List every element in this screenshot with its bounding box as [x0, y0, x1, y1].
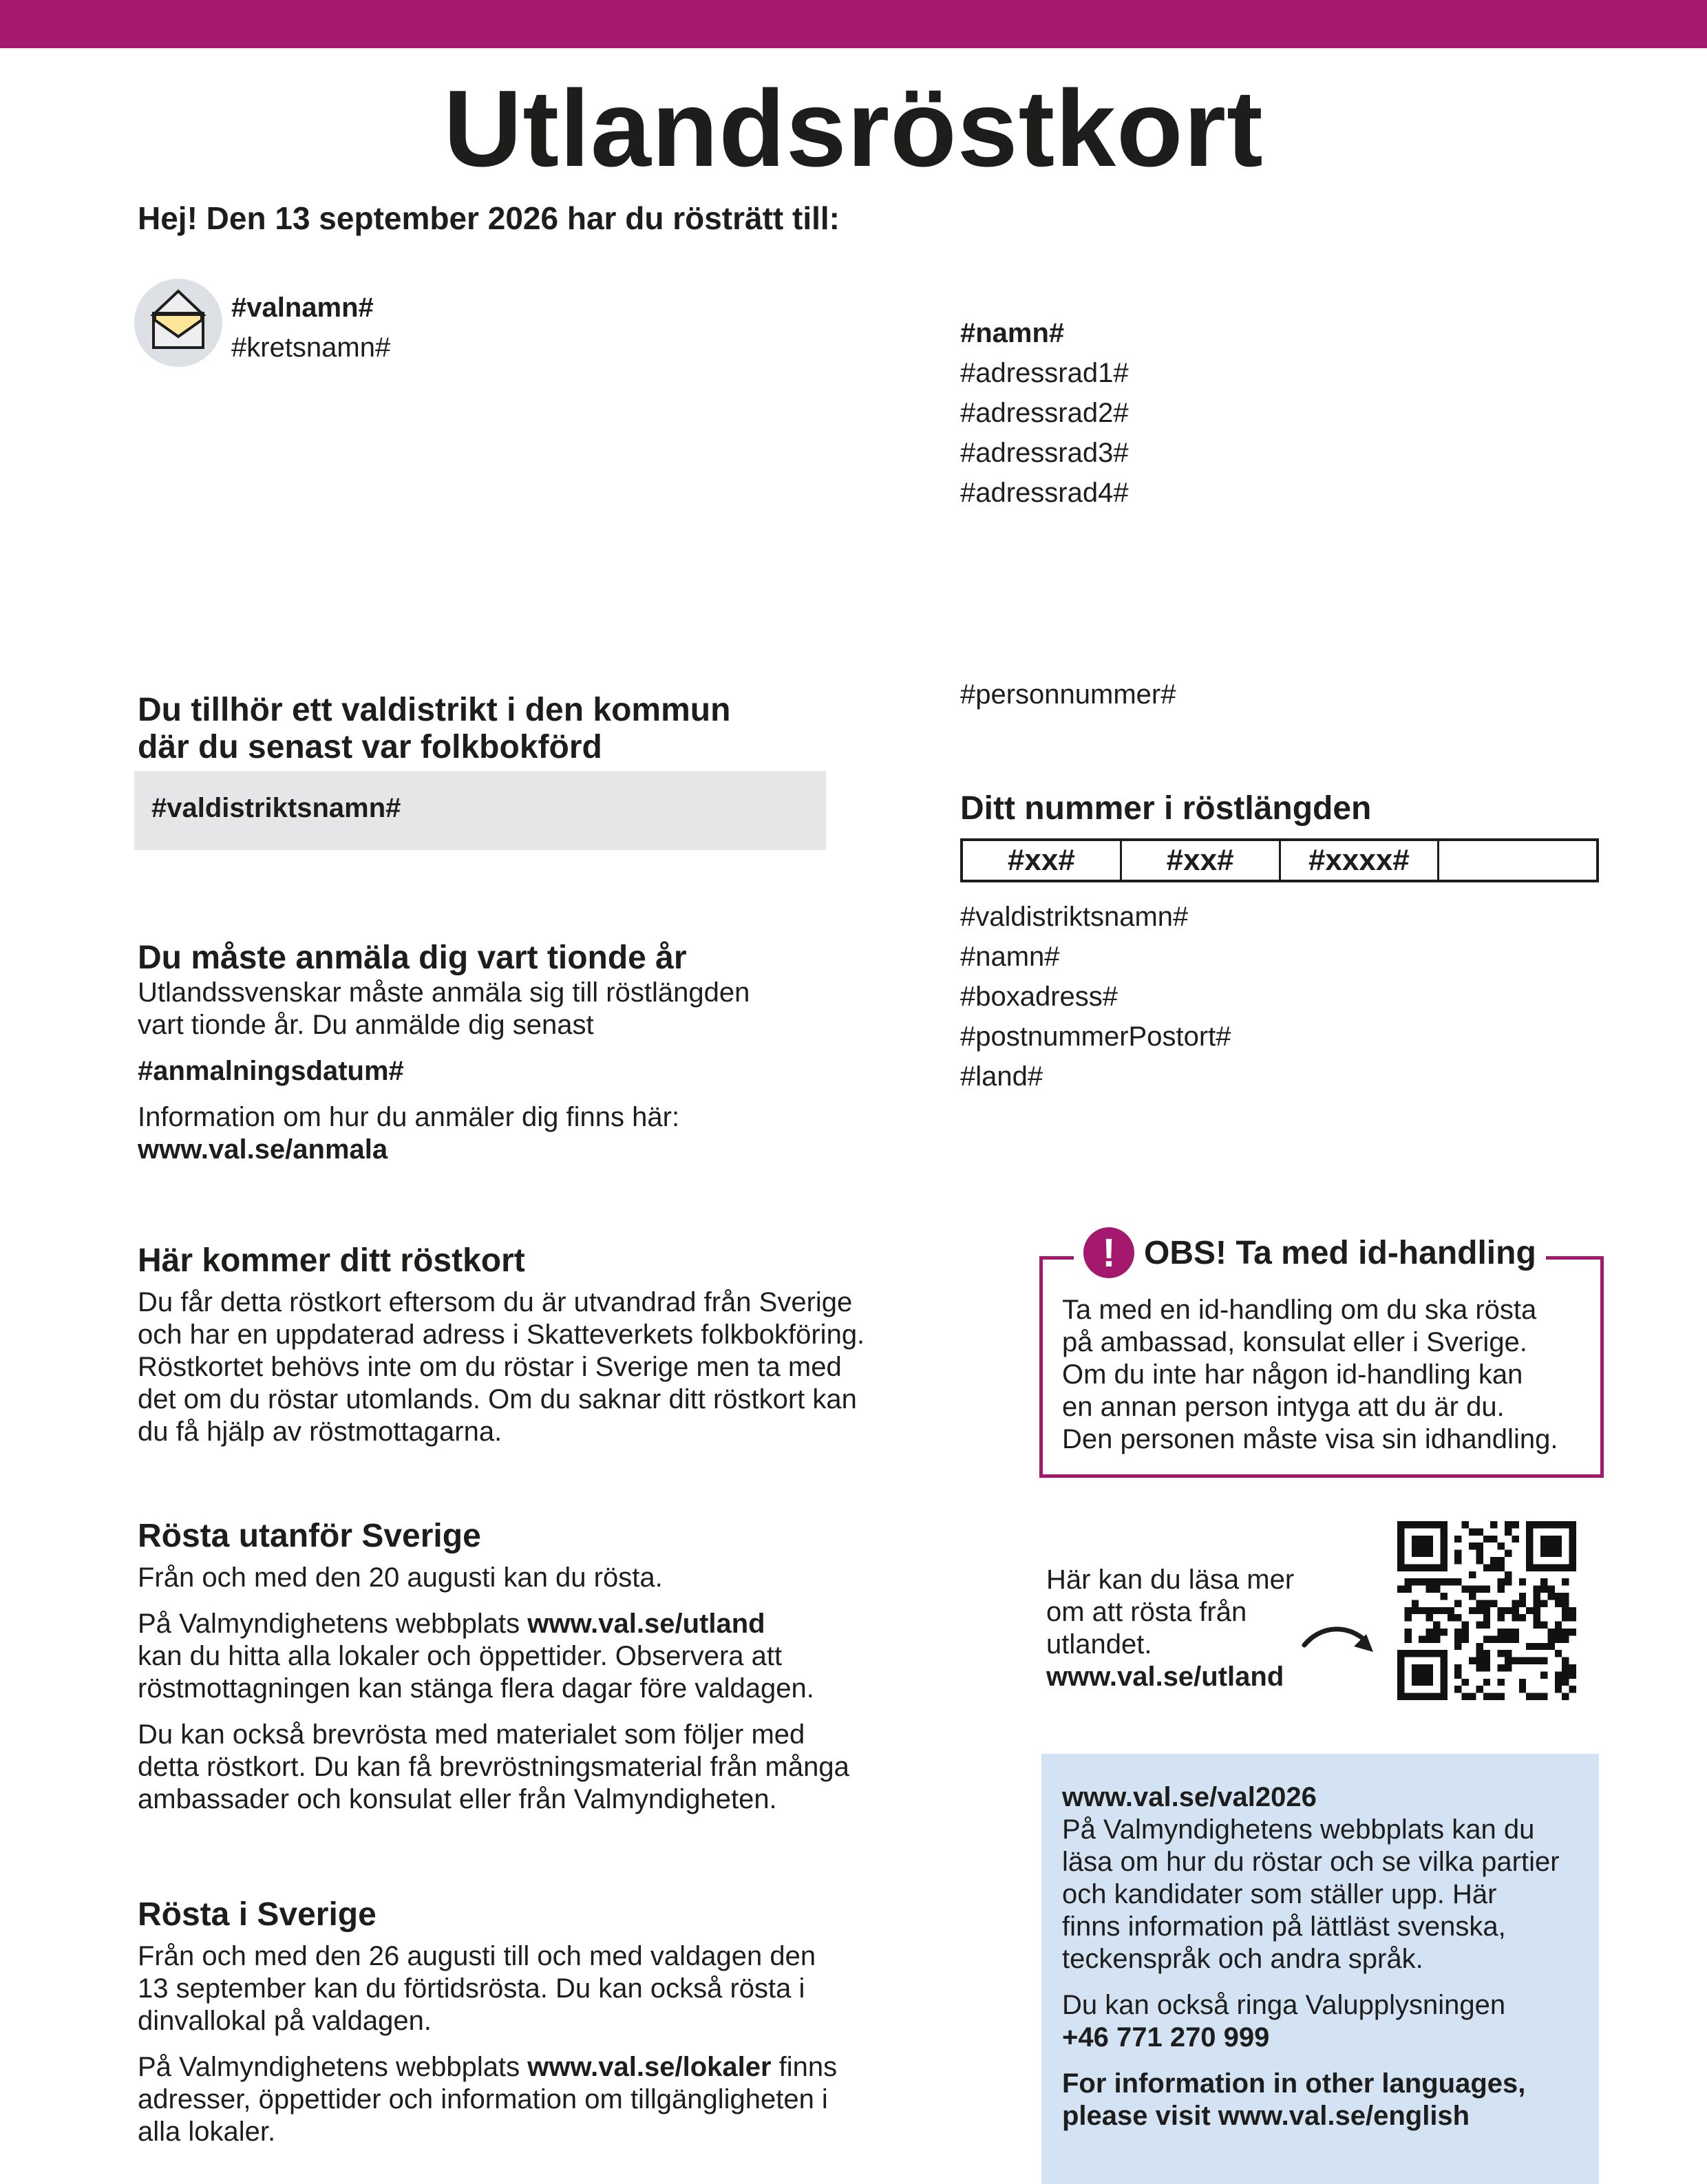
district-name: #valdistriktsnamn# [151, 793, 401, 823]
recipient-name: #namn# [960, 318, 1065, 348]
return-address-line: #postnummerPostort# [960, 1021, 1231, 1052]
text: På Valmyndighetens webbplats [138, 2052, 528, 2082]
return-address-line: #valdistriktsnamn# [960, 902, 1189, 932]
return-address-line: #land# [960, 1061, 1043, 1092]
page-title: Utlandsröstkort [443, 68, 1264, 189]
english-info: For information in other languages, [1062, 2068, 1526, 2099]
vote-sweden-text: Från och med den 26 augusti till och med valdagen den [138, 1941, 816, 1971]
register-heading: Du måste anmäla dig vart tionde år [138, 940, 687, 976]
voting-card-text: du få hjälp av röstmottagarna. [138, 1417, 502, 1447]
registration-date: #anmalningsdatum# [138, 1056, 404, 1086]
register-text: Utlandssvenskar måste anmäla sig till röstlängden [138, 977, 750, 1008]
district-heading [138, 692, 860, 766]
utland-link[interactable]: www.val.se/utland [527, 1609, 765, 1639]
obs-line: på ambassad, konsulat eller i Sverige. [1062, 1327, 1527, 1357]
return-address-line: #namn# [960, 942, 1060, 972]
voting-card-text: det om du röstar utomlands. Om du saknar ditt röstkort kan [138, 1384, 857, 1414]
district-heading-line: där du senast var folkbokförd [138, 729, 602, 765]
register-text: vart tionde år. Du anmälde dig senast [138, 1010, 594, 1040]
voting-card-text: och har en uppdaterad adress i Skatteverkets folkbokföring. [138, 1319, 865, 1350]
info-box [1041, 1754, 1599, 2184]
recipient-address [960, 313, 1129, 513]
greeting: Hej! Den 13 september 2026 har du rösträtt till: [138, 200, 840, 236]
info-text: och kandidater som ställer upp. Här [1062, 1879, 1497, 1909]
voting-card-text: Röstkortet behövs inte om du röstar i Sverige men ta med [138, 1352, 842, 1382]
election-info [231, 288, 390, 368]
text: finns [771, 2052, 838, 2082]
voting-card-text: Du får detta röstkort eftersom du är utvandrad från Sverige [138, 1287, 853, 1317]
qr-caption-line: Här kan du läsa mer [1046, 1565, 1295, 1595]
vote-abroad-text: ambassader och konsulat eller från Valmyndigheten. [138, 1784, 777, 1814]
roll-number-cell: #xx# [1122, 841, 1281, 880]
register-section [138, 940, 895, 1166]
info-text: läsa om hur du röstar och se vilka partier [1062, 1847, 1560, 1877]
election-name: #valnamn# [231, 293, 374, 323]
curved-arrow-icon [1201, 1604, 1387, 1666]
vote-abroad-text: kan du hitta alla lokaler och öppettider. Observera att [138, 1641, 783, 1671]
brand-bar [0, 0, 1707, 48]
obs-line: Om du inte har någon id-handling kan [1062, 1359, 1523, 1390]
vote-sweden-text: alla lokaler. [138, 2117, 276, 2147]
address-line: #adressrad3# [960, 438, 1129, 468]
voting-card-heading: Här kommer ditt röstkort [138, 1242, 525, 1279]
vote-abroad-heading: Rösta utanför Sverige [138, 1518, 481, 1554]
vote-abroad-text: Du kan också brevrösta med materialet som följer med [138, 1719, 805, 1750]
address-line: #adressrad2# [960, 398, 1129, 428]
district-heading-line: Du tillhör ett valdistrikt i den kommun [138, 692, 731, 728]
phone-text: Du kan också ringa Valupplysningen [1062, 1990, 1506, 2020]
obs-line: en annan person intyga att du är du. [1062, 1392, 1505, 1422]
vote-abroad-text: röstmottagningen kan stänga flera dagar före valdagen. [138, 1673, 814, 1704]
vote-abroad-text: detta röstkort. Du kan få brevröstningsmaterial från många [138, 1752, 849, 1782]
info-text: På Valmyndighetens webbplats kan du [1062, 1814, 1535, 1845]
qr-link[interactable]: www.val.se/utland [1046, 1662, 1284, 1692]
exclamation-icon: ! [1083, 1227, 1134, 1278]
vote-sweden-p2 [138, 2051, 929, 2084]
lokaler-link[interactable]: www.val.se/lokaler [527, 2052, 772, 2082]
personal-number: #personnummer# [960, 679, 1176, 710]
qr-caption-line: om att rösta från [1046, 1597, 1247, 1627]
roll-number-table [960, 838, 1599, 882]
phone-number[interactable]: +46 771 270 999 [1062, 2022, 1270, 2053]
qr-code-icon[interactable] [1397, 1521, 1576, 1700]
roll-number-cell [1439, 841, 1596, 880]
obs-line: Ta med en id-handling om du ska rösta [1062, 1295, 1537, 1325]
register-info-text: Information om hur du anmäler dig finns här: [138, 1102, 680, 1132]
address-line: #adressrad1# [960, 358, 1129, 388]
district-circle-name: #kretsnamn# [231, 332, 391, 363]
vote-sweden-text: dinvallokal på valdagen. [138, 2006, 432, 2036]
vote-abroad-p1: Från och med den 20 augusti kan du rösta. [138, 1562, 663, 1593]
register-link[interactable]: www.val.se/anmala [138, 1134, 388, 1165]
text: På Valmyndighetens webbplats [138, 1609, 528, 1639]
val2026-link[interactable]: www.val.se/val2026 [1062, 1782, 1317, 1812]
vote-sweden-text: adresser, öppettider och information om tillgängligheten i [138, 2084, 828, 2114]
obs-line: Den personen måste visa sin idhandling. [1062, 1424, 1558, 1454]
return-address [960, 897, 1231, 1096]
english-link[interactable]: please visit www.val.se/english [1062, 2101, 1470, 2131]
vote-sweden-text: 13 september kan du förtidsrösta. Du kan också rösta i [138, 1973, 805, 2004]
info-text: finns information på lättläst svenska, [1062, 1911, 1506, 1942]
envelope-icon [134, 279, 222, 367]
return-address-line: #boxadress# [960, 982, 1118, 1012]
vote-abroad-p2 [138, 1608, 929, 1640]
obs-title: OBS! Ta med id-handling [1144, 1234, 1536, 1271]
vote-sweden-section [138, 1896, 929, 2148]
roll-number-cell: #xx# [963, 841, 1122, 880]
district-box [134, 771, 826, 850]
vote-abroad-section [138, 1518, 929, 1816]
qr-caption-line: utlandet. [1046, 1629, 1152, 1660]
address-line: #adressrad4# [960, 478, 1129, 508]
roll-number-cell: #xxxx# [1281, 841, 1440, 880]
info-text: teckenspråk och andra språk. [1062, 1944, 1423, 1974]
voting-card-section [138, 1242, 929, 1448]
obs-text [1062, 1294, 1585, 1456]
roll-number-heading: Ditt nummer i röstlängden [960, 790, 1372, 827]
obs-header [1074, 1227, 1546, 1278]
vote-sweden-heading: Rösta i Sverige [138, 1896, 377, 1933]
